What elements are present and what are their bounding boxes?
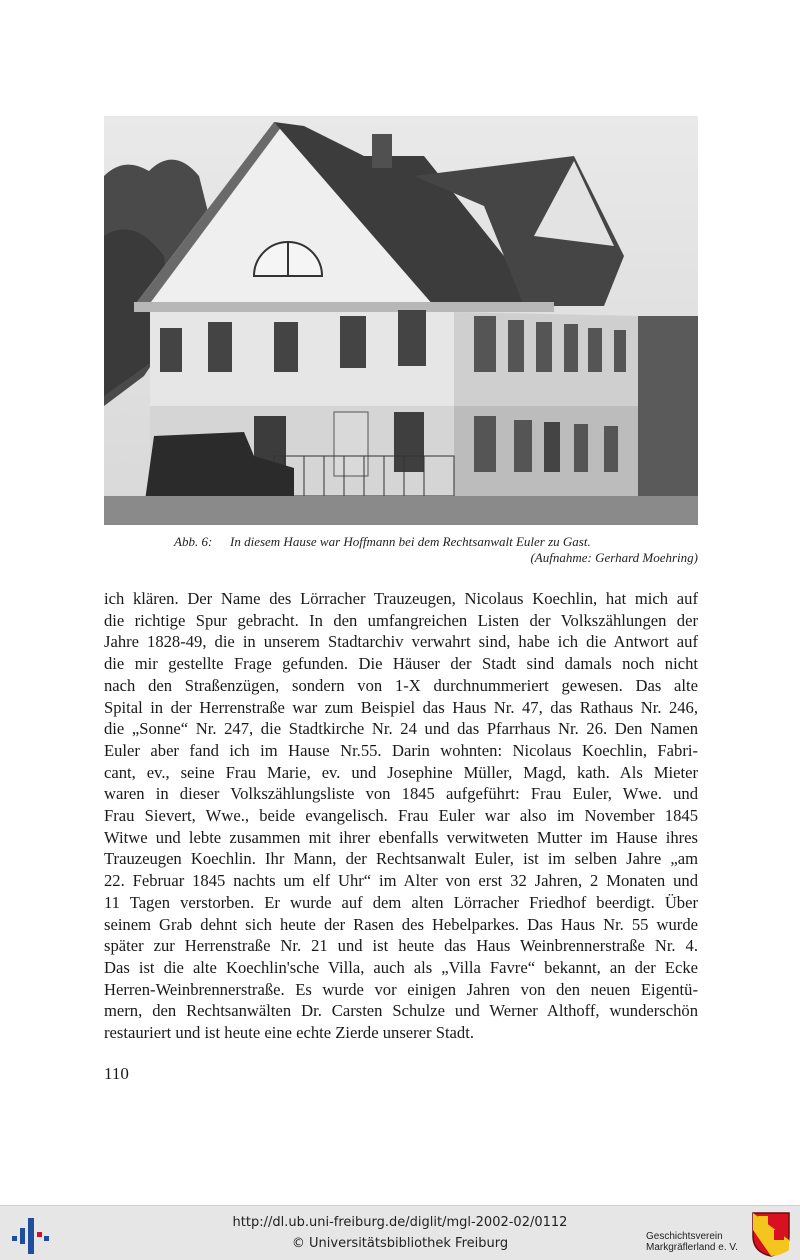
house-photograph	[104, 116, 698, 525]
body-line: 11 Tagen verstorben. Er wurde auf dem alten Lörracher Friedhof beerdigt. Über	[104, 892, 698, 912]
body-text	[104, 588, 698, 1044]
body-line: ich klären. Der Name des Lörracher Trauzeugen, Nicolaus Koechlin, hat mich auf	[104, 589, 698, 608]
body-line: cant, ev., seine Frau Marie, ev. und Josephine Müller, Magd, kath. Als Mieter	[104, 762, 698, 782]
copyright-notice: © Universitätsbibliothek Freiburg	[291, 1236, 509, 1251]
ub-freiburg-logo-icon[interactable]	[10, 1214, 50, 1256]
caption-text: In diesem Hause war Hoffmann bei dem Rechtsanwalt Euler zu Gast.	[230, 534, 591, 549]
body-line: Witwe und lebte zusammen mit ihrer ebenfalls verwitweten Mutter im Hause ihres	[104, 827, 698, 847]
document-url[interactable]: http://dl.ub.uni-freiburg.de/diglit/mgl-2002-02/0112	[232, 1215, 568, 1230]
body-line: 22. Februar 1845 nachts um elf Uhr“ im Alter von erst 32 Jahren, 2 Monaten und	[104, 871, 698, 891]
society-name	[646, 1231, 738, 1253]
body-line: seinem Grab dehnt sich heute der Rasen des Hebelparkes. Das Haus Nr. 55 wurde	[104, 914, 698, 934]
body-line: nach den Straßenzügen, sondern von 1-X durchnummeriert gewesen. Das alte	[104, 675, 698, 695]
body-line: waren in dieser Volkszählungsliste von 1845 aufgeführt: Frau Euler, Wwe. und	[104, 784, 698, 804]
body-line: mern, den Rechtsanwälten Dr. Carsten Schulze und Werner Althoff, wunderschön	[104, 1001, 698, 1021]
body-line: Trauzeugen Koechlin. Ihr Mann, der Rechtsanwalt Euler, ist im selben Jahre „am	[104, 849, 698, 869]
body-line: die „Sonne“ Nr. 247, die Stadtkirche Nr. 24 und das Pfarrhaus Nr. 26. Den Namen	[104, 719, 698, 739]
body-line: restauriert und ist heute eine echte Zierde unserer Stadt.	[104, 1023, 474, 1043]
body-line: Euler aber fand ich im Hause Nr.55. Darin wohnten: Nicolaus Koechlin, Fabri-	[104, 740, 698, 760]
society-line-1: Geschichtsverein	[646, 1231, 723, 1242]
figure-caption	[104, 534, 698, 566]
body-line: Herren-Weinbrennerstraße. Es wurde vor einigen Jahren von den neuen Eigentü-	[104, 979, 698, 999]
photo-credit: (Aufnahme: Gerhard Moehring)	[530, 550, 698, 565]
caption-label: Abb. 6:	[174, 534, 213, 549]
body-line: später zur Herrenstraße Nr. 21 und ist heute das Haus Weinbrennerstraße Nr. 4.	[104, 936, 698, 956]
body-line: Spital in der Herrenstraße war zum Beispiel das Haus Nr. 47, das Rathaus Nr. 246,	[104, 697, 698, 717]
body-line: Das ist die alte Koechlin'sche Villa, auch als „Villa Favre“ bekannt, an der Ecke	[104, 957, 698, 977]
coat-of-arms-icon[interactable]	[750, 1210, 792, 1258]
footer-bar	[0, 1205, 800, 1260]
society-line-2: Markgräflerland e. V.	[646, 1242, 738, 1253]
body-line: Jahre 1828-49, die in unserem Stadtarchiv verwahrt sind, habe ich die Antwort auf	[104, 632, 698, 652]
body-line: die richtige Spur gebracht. In den umfangreichen Listen der Volkszählungen der	[104, 610, 698, 630]
body-line: Frau Sievert, Wwe., beide evangelisch. Frau Euler war also im November 1845	[104, 806, 698, 826]
body-line: die mir gestellte Frage gefunden. Die Häuser der Stadt sind damals noch nicht	[104, 654, 698, 674]
page-number: 110	[104, 1064, 129, 1083]
